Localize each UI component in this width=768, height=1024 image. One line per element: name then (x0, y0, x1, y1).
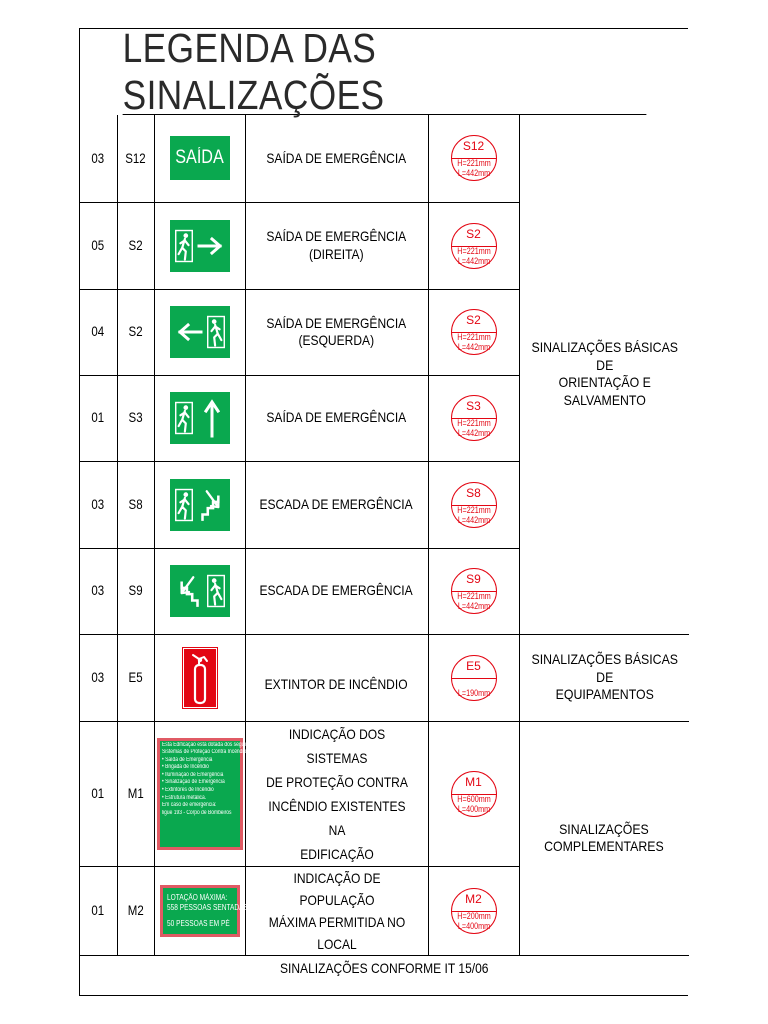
description-cell: SAÍDA DE EMERGÊNCIA (DIREITA) (245, 202, 428, 289)
fire-extinguisher-icon (182, 647, 218, 709)
description-cell: INDICAÇÃO DOS SISTEMAS DE PROTEÇÃO CONTRA INCÊNDIO EXISTENTES NA EDIFICAÇÃO (245, 721, 428, 866)
sign-spec-stamp: S9 H=221mm L=442mm (451, 568, 497, 614)
code-cell: S2 (117, 289, 154, 375)
stamp-cell (428, 461, 519, 548)
stamp-cell (428, 115, 519, 202)
sign-spec-stamp: S2 H=221mm L=442mm (451, 309, 497, 355)
code-cell: M2 (117, 866, 154, 955)
sign-cell (154, 375, 245, 461)
sign-cell (154, 461, 245, 548)
category-cell: SINALIZAÇÕES BÁSICAS DE ORIENTAÇÃO E SALVAMENTO (519, 115, 689, 634)
sign-spec-stamp: M2 H=200mm L=400mm (451, 888, 497, 934)
stamp-cell (428, 548, 519, 634)
exit-right-sign (170, 220, 230, 272)
max-occupancy-panel: LOTAÇÃO MÁXIMA: 558 PESSOAS SENTADAS 50 PESSOAS EM PÉ (160, 885, 240, 937)
sign-spec-stamp: E5 L=190mm (451, 655, 497, 701)
category-cell: SINALIZAÇÕES COMPLEMENTARES (519, 721, 689, 955)
stamp-cell (428, 721, 519, 866)
code-cell: M1 (117, 721, 154, 866)
legend-sheet (79, 24, 688, 996)
sign-spec-stamp: S8 H=221mm L=442mm (451, 482, 497, 528)
sign-spec-stamp: S2 H=221mm L=442mm (451, 223, 497, 269)
legend-table (80, 115, 689, 956)
quantity-cell: 01 (80, 866, 117, 955)
description-cell: ESCADA DE EMERGÊNCIA (245, 548, 428, 634)
description-cell: SAÍDA DE EMERGÊNCIA (245, 375, 428, 461)
stairs-down-sign (170, 479, 230, 531)
sign-cell (154, 202, 245, 289)
quantity-cell: 03 (80, 548, 117, 634)
sign-cell (154, 634, 245, 721)
table-row (80, 115, 689, 202)
sign-cell (154, 115, 245, 202)
footer-note: SINALIZAÇÕES CONFORME IT 15/06 (280, 959, 489, 976)
sign-spec-stamp: S3 H=221mm L=442mm (451, 395, 497, 441)
quantity-cell: 03 (80, 461, 117, 548)
code-cell: E5 (117, 634, 154, 721)
quantity-cell: 03 (80, 115, 117, 202)
stamp-cell (428, 202, 519, 289)
quantity-cell: 01 (80, 721, 117, 866)
code-cell: S8 (117, 461, 154, 548)
sign-spec-stamp: M1 H=600mm L=400mm (451, 771, 497, 817)
code-cell: S12 (117, 115, 154, 202)
code-cell: S3 (117, 375, 154, 461)
quantity-cell: 01 (80, 375, 117, 461)
description-cell: SAÍDA DE EMERGÊNCIA (ESQUERDA) (245, 289, 428, 375)
exit-forward-sign (170, 392, 230, 444)
quantity-cell: 05 (80, 202, 117, 289)
sign-cell (154, 548, 245, 634)
sign-spec-stamp: S12 H=221mm L=442mm (451, 135, 497, 181)
saida-sign: SAÍDA (170, 136, 230, 180)
fire-protection-systems-panel: Esta Edificação está dotada dos seguintes Sistemas de Proteção Contra Incêndios: • Saída de Emergência • Brigada de Incêndio • Iluminação de Emergência • Sinalização de Emergência • Extintores de Incêndio • Estrutura metálica. Em caso de emergência: ligue 193 - Corpo de Bombeiros (157, 738, 243, 850)
table-row (80, 721, 689, 866)
table-row (80, 634, 689, 721)
stamp-cell (428, 289, 519, 375)
description-cell: ESCADA DE EMERGÊNCIA (245, 461, 428, 548)
quantity-cell: 04 (80, 289, 117, 375)
page-title: LEGENDA DAS SINALIZAÇÕES (123, 29, 647, 115)
code-cell: S9 (117, 548, 154, 634)
code-cell: S2 (117, 202, 154, 289)
sign-cell (154, 721, 255, 866)
description-cell: EXTINTOR DE INCÊNDIO (245, 634, 428, 721)
sign-cell (154, 289, 245, 375)
stamp-cell (428, 375, 519, 461)
category-cell: SINALIZAÇÕES BÁSICAS DE EQUIPAMENTOS (519, 634, 689, 721)
description-cell: INDICAÇÃO DE POPULAÇÃO MÁXIMA PERMITIDA NO LOCAL (245, 866, 428, 955)
quantity-cell: 03 (80, 634, 117, 721)
stairs-up-sign (170, 565, 230, 617)
description-cell: SAÍDA DE EMERGÊNCIA (245, 115, 428, 202)
exit-left-sign (170, 306, 230, 358)
stamp-cell (428, 634, 519, 721)
